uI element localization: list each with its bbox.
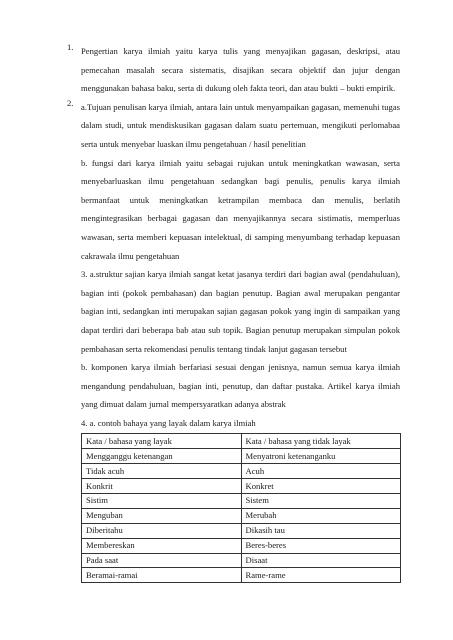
paragraph: b. fungsi dari karya ilmiah yaitu sebagai rujukan untuk meningkatkan wawasan, serta menyebarluaskan ilmu pengetahuan sedangkan bagi penulis, penulis karya ilmiah bermanfaat untuk meningkatkan ketrampilan membaca dan menulis, berlatih mengintegrasikan berbagai gagasan dan menyajikannya secara sistimatis, memperluas wawasan, serta memberi kepuasan intelektual, di samping menyumbang terhadap kepuasan cakrawala ilmu pengetahuan <box>81 157 400 261</box>
table-cell: Konkret <box>241 479 401 494</box>
table-row <box>82 494 401 509</box>
table-row <box>82 508 401 523</box>
document-body <box>59 42 400 583</box>
table-cell: Dikasih tau <box>241 523 401 538</box>
list-number: 2. <box>67 97 74 108</box>
paragraph: 3. a.struktur sajian karya ilmiah sangat ketat jasanya terdiri dari bagian awal (pendahuluan), bagian inti (pokok pembahasan) dan bagian penutup. Bagian awal merupakan pengantar bagian inti, sedangkan inti merupakan sajian gagasan pokok yang ingin di sampaikan yang dapat terdiri dari beberapa bab atau sub topik. Bagian penutup merupakan simpulan pokok pembahasan serta rekomendasi penulis tentang tindak lanjut gagasan tersebut <box>81 269 400 354</box>
table-row <box>82 479 401 494</box>
table-cell: Kata / bahasa yang layak <box>82 434 242 449</box>
table-cell: Acuh <box>241 464 401 479</box>
list-item-1 <box>59 42 400 98</box>
table-row <box>82 538 401 553</box>
paragraph: Pengertian karya ilmiah yaitu karya tulis yang menyajikan gagasan, deskripsi, atau pemecahan masalah secara sistematis, disajikan secara objektif dan jujur dengan menggunakan bahasa baku, serta di dukung oleh fakta teori, dan atau bukti – bukti empirik. <box>81 46 400 94</box>
table-cell: Kata / bahasa yang tidak layak <box>241 434 401 449</box>
table-cell: Diberitahu <box>82 523 242 538</box>
table-row <box>82 553 401 568</box>
table-cell: Beramai-ramai <box>82 568 242 583</box>
table-cell: Menyatroni ketenanganku <box>241 449 401 464</box>
table-cell: Pada saat <box>82 553 242 568</box>
table-cell: Mengganggu ketenangan <box>82 449 242 464</box>
table-cell: Menguban <box>82 508 242 523</box>
table-cell: Sistim <box>82 494 242 509</box>
table-cell: Disaat <box>241 553 401 568</box>
paragraph: a.Tujuan penulisan karya ilmiah, antara lain untuk menyampaikan gagasan, memenuhi tugas dalam studi, untuk mendiskusikan gagasan dalam suatu pertemuan, mengikuti perlomabaa serta untuk menyebar luaskan ilmu pengetahuan / hasil penelitian <box>81 101 400 149</box>
table-cell: Rame-rame <box>241 568 401 583</box>
table-cell: Beres-beres <box>241 538 401 553</box>
list-item-2 <box>59 98 400 433</box>
table-cell: Konkrit <box>82 479 242 494</box>
table-cell: Merubah <box>241 508 401 523</box>
table-cell: Tidak acuh <box>82 464 242 479</box>
table-row <box>82 523 401 538</box>
table-cell: Membereskan <box>82 538 242 553</box>
table-cell: Sistem <box>241 494 401 509</box>
paragraph: 4. a. contoh bahaya yang layak dalam karya ilmiah <box>81 417 256 428</box>
word-comparison-table <box>81 433 401 583</box>
table-row <box>82 449 401 464</box>
list-number: 1. <box>67 42 74 52</box>
table-header-row <box>82 434 401 449</box>
table-row <box>82 464 401 479</box>
table-row <box>82 568 401 583</box>
paragraph: b. komponen karya ilmiah berfariasi sesuai dengan jenisnya, namun semua karya ilmiah mengandung pendahuluan, bagian inti, penutup, dan daftar pustaka. Artikel karya ilmiah yang dimuat dalam jurnal mempersyaratkan adanya abstrak <box>81 362 400 410</box>
